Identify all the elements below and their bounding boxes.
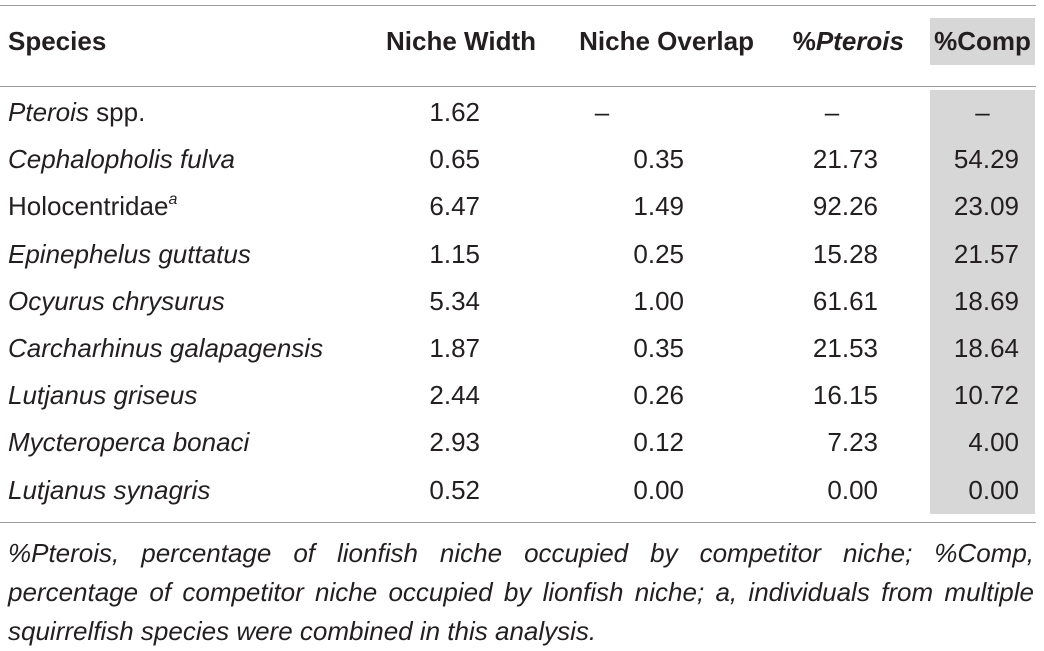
pct-pterois-cell: 16.15 <box>812 380 878 411</box>
table-header-rule <box>0 86 1036 87</box>
niche-width-cell: 1.87 <box>429 333 480 363</box>
table-top-rule <box>0 5 1036 6</box>
pct-pterois-cell: 21.53 <box>812 333 878 363</box>
species-name: Cephalopholis fulva <box>8 144 235 175</box>
niche-width-cell: 5.34 <box>429 285 480 316</box>
species-name: Epinephelus guttatus <box>8 238 251 269</box>
table-row <box>0 467 1044 514</box>
species-name: Lutjanus synagris <box>8 474 211 505</box>
species-name: Holocentridae <box>8 191 169 222</box>
niche-width-cell: 0.65 <box>429 144 480 175</box>
header-niche-width: Niche Width <box>386 26 536 56</box>
table-row <box>0 231 1044 278</box>
header-species: Species <box>8 26 107 56</box>
species-cell <box>8 231 251 278</box>
pct-comp-cell: – <box>975 97 990 127</box>
table-row <box>0 325 1044 372</box>
niche-overlap-cell: 1.00 <box>633 285 684 316</box>
species-name: Carcharhinus galapagensis <box>8 333 324 363</box>
niche-width-cell: 6.47 <box>429 191 480 222</box>
table-row <box>0 183 1044 230</box>
species-cell <box>8 419 249 466</box>
pct-pterois-cell: 7.23 <box>827 427 878 458</box>
header-pct-comp: %Comp <box>934 26 1031 56</box>
species-footnote-marker: a <box>168 190 178 208</box>
pct-comp-cell: 0.00 <box>968 474 1019 505</box>
niche-overlap-cell: – <box>594 97 610 127</box>
header-pct-pterois-name: Pterois <box>815 26 904 56</box>
species-cell <box>8 278 225 325</box>
niche-width-cell: 0.52 <box>429 474 480 505</box>
header-pct-pterois-prefix: % <box>792 26 816 56</box>
species-cell <box>8 136 235 183</box>
niche-overlap-cell: 1.49 <box>633 191 684 222</box>
table-row <box>0 89 1044 136</box>
niche-width-cell: 2.93 <box>429 427 480 458</box>
pct-pterois-cell: 92.26 <box>812 191 878 222</box>
pct-pterois-cell: 21.73 <box>812 144 878 175</box>
niche-overlap-cell: 0.00 <box>633 474 684 505</box>
niche-overlap-cell: 0.35 <box>633 333 684 363</box>
pct-pterois-cell: – <box>824 97 840 127</box>
table-footnote: %Pterois, percentage of lionfish niche occupied by competitor niche; %Comp, percentage of competitor niche occupied by lionfish niche; a, individuals from multiple squirrelfish species were combined in this analysis. <box>8 538 1034 646</box>
niche-overlap-cell: 0.25 <box>633 238 684 269</box>
niche-width-cell: 1.62 <box>429 97 480 127</box>
pct-comp-cell: 23.09 <box>953 191 1019 222</box>
species-name: Ocyurus chrysurus <box>8 285 225 316</box>
species-cell <box>8 372 197 419</box>
table-row <box>0 278 1044 325</box>
species-cell <box>8 183 177 230</box>
species-name: Mycteroperca bonaci <box>8 427 250 458</box>
species-cell <box>8 467 210 514</box>
species-cell <box>8 325 323 372</box>
table-header-row <box>0 18 1044 65</box>
species-cell <box>8 89 145 136</box>
species-suffix: spp. <box>88 97 146 127</box>
niche-width-cell: 2.44 <box>429 380 480 411</box>
niche-width-cell: 1.15 <box>429 238 480 269</box>
table-bottom-rule <box>0 522 1036 523</box>
table-row <box>0 419 1044 466</box>
header-niche-overlap: Niche Overlap <box>579 26 754 56</box>
table-row <box>0 136 1044 183</box>
pct-comp-cell: 10.72 <box>953 380 1019 411</box>
pct-comp-cell: 4.00 <box>968 427 1019 458</box>
niche-overlap-cell: 0.12 <box>633 427 684 458</box>
header-pct-pterois <box>760 18 904 65</box>
pct-comp-cell: 21.57 <box>953 238 1019 269</box>
pct-comp-cell: 18.64 <box>953 333 1019 363</box>
pct-pterois-cell: 61.61 <box>812 285 878 316</box>
species-name: Lutjanus griseus <box>8 380 198 411</box>
pct-comp-cell: 18.69 <box>953 285 1019 316</box>
pct-pterois-cell: 15.28 <box>812 238 878 269</box>
pct-comp-cell: 54.29 <box>953 144 1019 175</box>
table-row <box>0 372 1044 419</box>
niche-overlap-cell: 0.26 <box>633 380 684 411</box>
niche-overlap-cell: 0.35 <box>633 144 684 175</box>
species-name: Pterois <box>8 97 89 127</box>
pct-pterois-cell: 0.00 <box>827 474 878 505</box>
